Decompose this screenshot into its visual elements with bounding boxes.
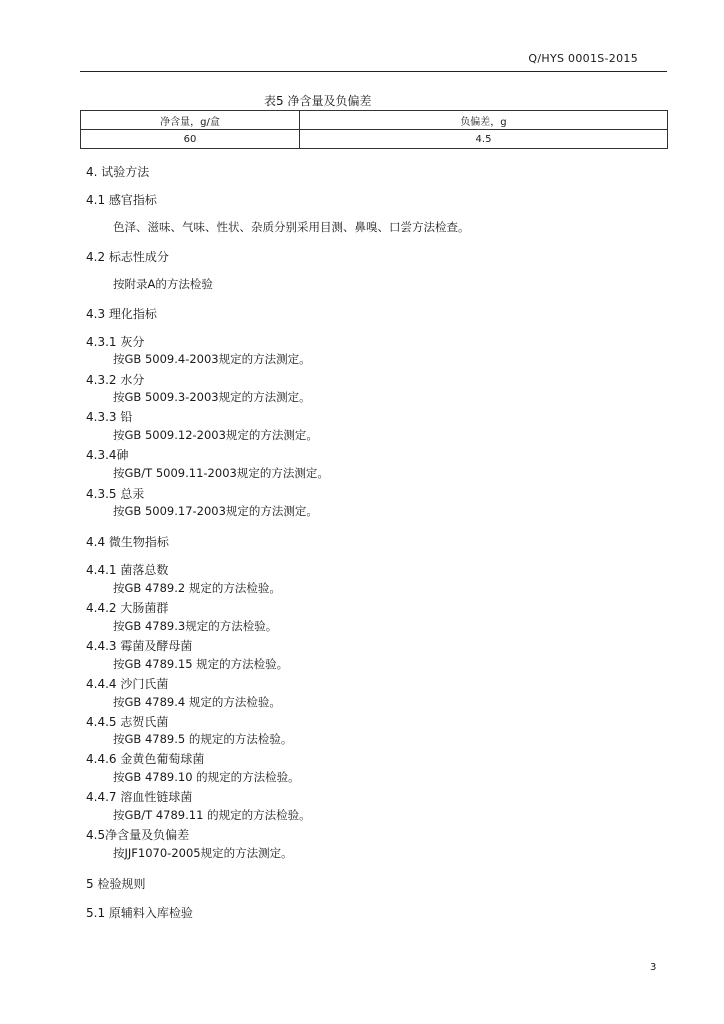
table-cell: 4.5	[300, 130, 668, 149]
section-heading: 4.4.7 溶血性链球菌	[86, 790, 193, 804]
section-heading: 4.4.3 霉菌及酵母菌	[86, 639, 193, 653]
table-header-row	[81, 111, 668, 130]
page-number: 3	[650, 962, 657, 973]
section-heading: 4.4.6 金黄色葡萄球菌	[86, 752, 205, 766]
body-text: 按GB/T 4789.11 的规定的方法检验。	[113, 808, 311, 822]
section-heading: 4.4 微生物指标	[86, 535, 169, 549]
section-heading: 4.3.2 水分	[86, 373, 145, 387]
body-text: 按GB 5009.12-2003规定的方法测定。	[113, 428, 318, 442]
header-rule	[80, 71, 667, 72]
section-heading: 5 检验规则	[86, 877, 146, 891]
section-heading: 4.3.5 总汞	[86, 487, 145, 501]
body-text: 按GB 5009.4-2003规定的方法测定。	[113, 352, 311, 366]
body-text: 按GB 4789.2 规定的方法检验。	[113, 581, 281, 595]
body-text: 按GB 4789.15 规定的方法检验。	[113, 657, 289, 671]
body-text: 按GB 5009.3-2003规定的方法测定。	[113, 390, 311, 404]
section-heading: 4. 试验方法	[86, 165, 150, 179]
table-row	[81, 130, 668, 149]
table-cell: 60	[81, 130, 300, 149]
section-heading: 4.1 感官指标	[86, 193, 157, 207]
section-heading: 4.4.1 菌落总数	[86, 563, 169, 577]
table-caption: 表5 净含量及负偏差	[264, 94, 372, 108]
body-text: 按JJF1070-2005规定的方法测定。	[113, 846, 293, 860]
body-text: 按GB 4789.3规定的方法检验。	[113, 619, 278, 633]
section-heading: 5.1 原辅料入库检验	[86, 906, 193, 920]
section-heading: 4.2 标志性成分	[86, 250, 169, 264]
body-text: 按GB 4789.4 规定的方法检验。	[113, 695, 281, 709]
section-heading: 4.4.5 志贺氏菌	[86, 715, 169, 729]
document-code: Q/HYS 0001S-2015	[528, 52, 638, 65]
section-heading: 4.3.1 灰分	[86, 335, 145, 349]
body-text: 色泽、滋味、气味、性状、杂质分别采用目测、鼻嗅、口尝方法检查。	[113, 220, 470, 234]
body-text: 按GB 4789.5 的规定的方法检验。	[113, 732, 293, 746]
section-heading: 4.4.2 大肠菌群	[86, 601, 169, 615]
body-text: 按GB 5009.17-2003规定的方法测定。	[113, 504, 318, 518]
body-text: 按附录A的方法检验	[113, 277, 213, 291]
table-header-cell: 净含量，g/盒	[81, 111, 300, 130]
section-heading: 4.3.4砷	[86, 448, 129, 462]
section-heading: 4.4.4 沙门氏菌	[86, 677, 169, 691]
net-content-table	[80, 110, 668, 149]
body-text: 按GB/T 5009.11-2003规定的方法测定。	[113, 466, 329, 480]
section-heading: 4.5净含量及负偏差	[86, 828, 190, 842]
section-heading: 4.3.3 铅	[86, 410, 133, 424]
section-heading: 4.3 理化指标	[86, 307, 157, 321]
body-text: 按GB 4789.10 的规定的方法检验。	[113, 770, 300, 784]
table-header-cell: 负偏差，g	[300, 111, 668, 130]
